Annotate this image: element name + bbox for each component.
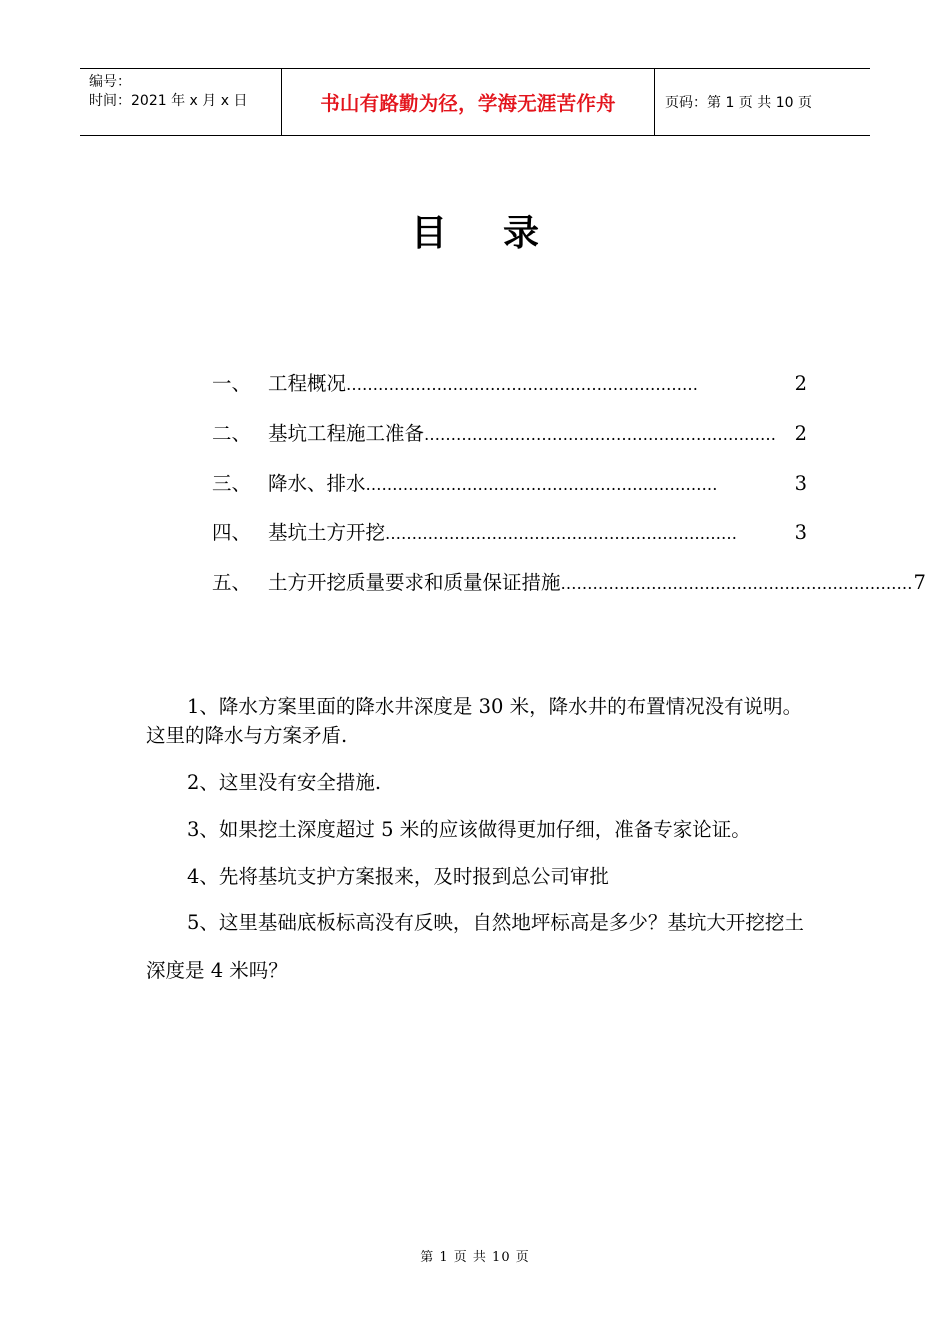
toc-item-text: 降水、排水 [268,471,366,495]
toc-leader-dots: ………………………………………………………… [560,574,913,594]
doc-number-label: 编号： [89,74,131,90]
note-paragraph: 5、这里基础底板标高没有反映，自然地坪标高是多少？基坑大开挖挖土深度是 4 米吗？ [146,911,804,982]
toc-item[interactable] [212,517,807,567]
toc-item[interactable] [212,368,807,418]
toc-item-text: 基坑工程施工准备 [268,421,425,445]
doc-time-label: 时间：2021 年 x 月 x 日 [89,93,248,109]
note-paragraph: 4、先将基坑支护方案报来，及时报到总公司审批 [187,865,609,888]
toc-item-number: 五、 [212,571,252,595]
header-meta-cell [80,69,281,135]
toc-leader-dots: ………………………………………………………… [346,375,699,394]
review-notes [146,692,810,995]
toc-item-page: 3 [794,521,807,545]
header-motto: 书山有路勤为径，学海无涯苦作舟 [320,92,616,115]
toc-item-text: 工程概况 [268,372,347,395]
note-paragraph: 1、降水方案里面的降水井深度是 30 米，降水井的布置情况没有说明。这里的降水与方案矛盾. [146,695,803,747]
toc-item-text: 土方开挖质量要求和质量保证措施 [268,571,561,595]
toc-item-text: 基坑土方开挖 [268,521,386,545]
toc-item-page: 2 [794,421,807,445]
toc-item-number: 三、 [212,471,252,495]
toc-item-number: 二、 [212,421,252,445]
toc-list [212,368,926,617]
toc-item[interactable] [212,418,807,468]
toc-item-page: 7 [913,571,926,595]
toc-leader-dots: ………………………………………………………… [424,424,777,444]
toc-item-page: 2 [794,372,807,395]
toc-title: 目录 [410,213,595,254]
toc-item-number: 四、 [212,521,252,545]
header-page-cell [655,69,870,135]
header-page-info: 页码：第 1 页 共 10 页 [665,95,812,111]
toc-item[interactable] [212,567,926,617]
toc-leader-dots: ………………………………………………………… [385,524,738,544]
toc-item[interactable] [212,468,807,518]
note-paragraph: 3、如果挖土深度超过 5 米的应该做得更加仔细，准备专家论证。 [187,818,751,841]
header-motto-cell [281,69,655,135]
toc-item-number: 一、 [212,372,252,395]
toc-leader-dots: ………………………………………………………… [365,474,718,494]
note-paragraph: 2、这里没有安全措施. [187,771,382,794]
document-header [80,68,870,136]
toc-item-page: 3 [794,471,807,495]
page-footer: 第 1 页 共 10 页 [420,1250,530,1265]
